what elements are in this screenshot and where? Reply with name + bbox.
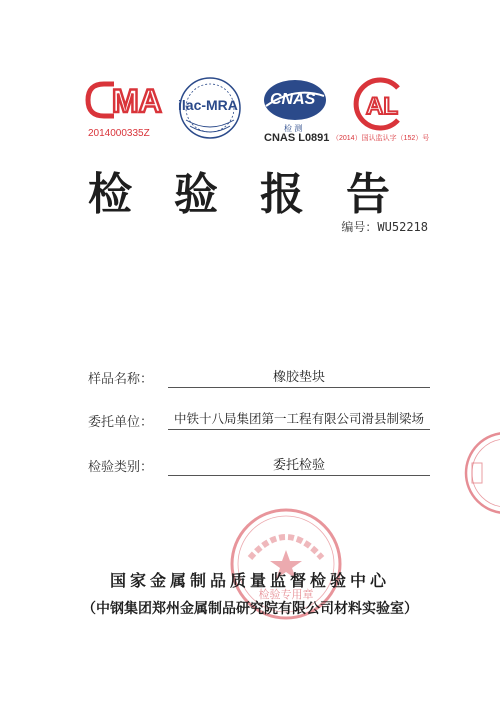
inspection-type-value: 委托检验 [168,454,430,476]
sample-name-label: 样品名称： [88,372,154,387]
inspection-type-label: 检验类别： [88,460,154,475]
organization-name: 国家金属制品质量监督检验中心 [109,571,390,590]
cal-logo-text: AL [366,93,398,120]
sample-name-value: 橡胶垫块 [168,366,430,388]
cal-caption: （2014）国认监认字（152）号 [332,135,430,142]
cnas-logo-text: CNAS [270,91,316,108]
cma-logo-text: MA [112,83,162,119]
report-title: 检验报告 [88,169,432,220]
side-stamp [462,428,500,518]
report-number: 编号：WU52218 [341,220,428,234]
cma-logo [84,78,168,126]
cnas-logo [262,78,328,122]
seal-text: 检验专用章 [258,588,314,601]
cnas-code: CNAS L0891 [264,132,330,144]
client-value: 中铁十八局集团第一工程有限公司滑县制梁场 [168,409,430,430]
client-label: 委托单位： [88,415,154,430]
cnas-sub: 检 测 [284,124,303,133]
cma-code: 2014000335Z [88,128,150,139]
cal-logo [348,76,412,132]
ilac-mra-text: ilac-MRA [178,97,238,113]
organization-subname: （中钢集团郑州金属制品研究院有限公司材料实验室） [82,601,418,617]
ilac-mra-logo [176,74,252,142]
